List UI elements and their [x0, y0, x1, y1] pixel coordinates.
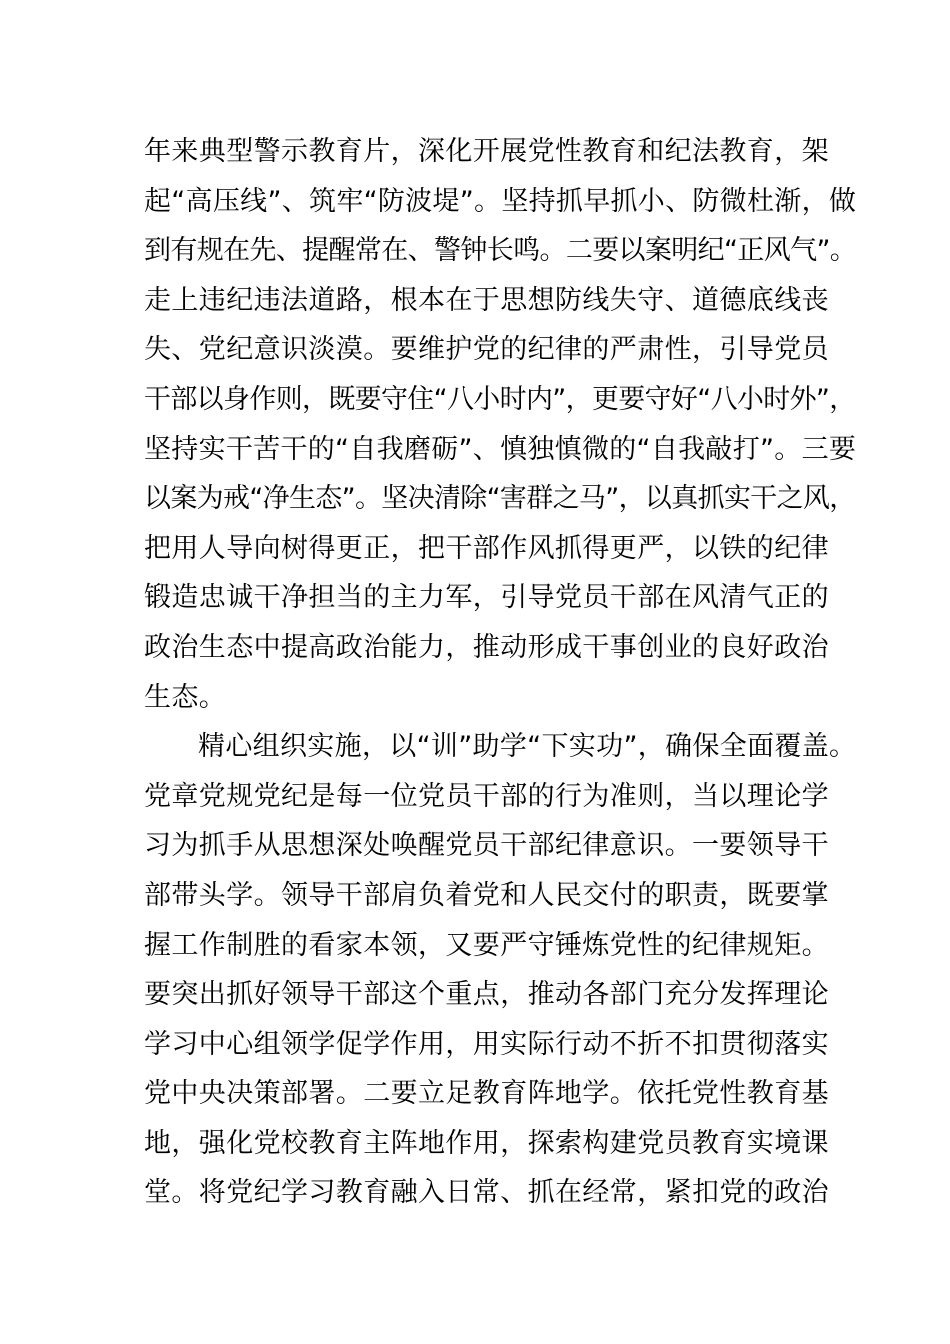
text-line: 堂。将党纪学习教育融入日常、抓在经常，紧扣党的政治: [144, 1177, 829, 1209]
text-line: 握工作制胜的看家本领，又要严守锤炼党性的纪律规矩。: [144, 929, 829, 961]
text-line: 部带头学。领导干部肩负着党和人民交付的职责，既要掌: [144, 879, 829, 911]
text-line: 政治生态中提高政治能力，推动形成干事创业的良好政治: [144, 631, 829, 663]
text-line: 学习中心组领学促学作用，用实际行动不折不扣贯彻落实: [144, 1028, 829, 1060]
text-line: 到有规在先、提醒常在、警钟长鸣。二要以案明纪“正风气”。: [144, 235, 857, 267]
text-line: 起“高压线”、筑牢“防波堤”。坚持抓早抓小、防微杜渐，做: [144, 185, 857, 217]
text-line: 年来典型警示教育片，深化开展党性教育和纪法教育，架: [144, 136, 829, 167]
text-line: 党章党规党纪是每一位党员干部的行为准则，当以理论学: [144, 780, 829, 812]
text-line: 走上违纪违法道路，根本在于思想防线失守、道德底线丧: [144, 284, 829, 316]
text-line: 习为抓手从思想深处唤醒党员干部纪律意识。一要领导干: [144, 830, 829, 862]
text-line: 坚持实干苦干的“自我磨砺”、慎独慎微的“自我敲打”。三要: [144, 433, 857, 465]
paragraph-first-line: 精心组织实施，以“训”助学“下实功”，确保全面覆盖。: [198, 731, 857, 763]
text-line: 锻造忠诚干净担当的主力军，引导党员干部在风清气正的: [144, 582, 829, 614]
text-line: 生态。: [144, 681, 227, 713]
body-text: [144, 127, 857, 1218]
text-line: 把用人导向树得更正，把干部作风抓得更严，以铁的纪律: [144, 532, 829, 564]
text-line: 地，强化党校教育主阵地作用，探索构建党员教育实境课: [144, 1127, 829, 1159]
text-line: 失、党纪意识淡漠。要维护党的纪律的严肃性，引导党员: [144, 334, 829, 366]
text-line: 干部以身作则，既要守住“八小时内”，更要守好“八小时外”，: [144, 383, 856, 415]
text-line: 要突出抓好领导干部这个重点，推动各部门充分发挥理论: [144, 979, 829, 1011]
text-line: 党中央决策部署。二要立足教育阵地学。依托党性教育基: [144, 1078, 829, 1110]
text-line: 以案为戒“净生态”。坚决清除“害群之马”，以真抓实干之风，: [144, 483, 856, 515]
